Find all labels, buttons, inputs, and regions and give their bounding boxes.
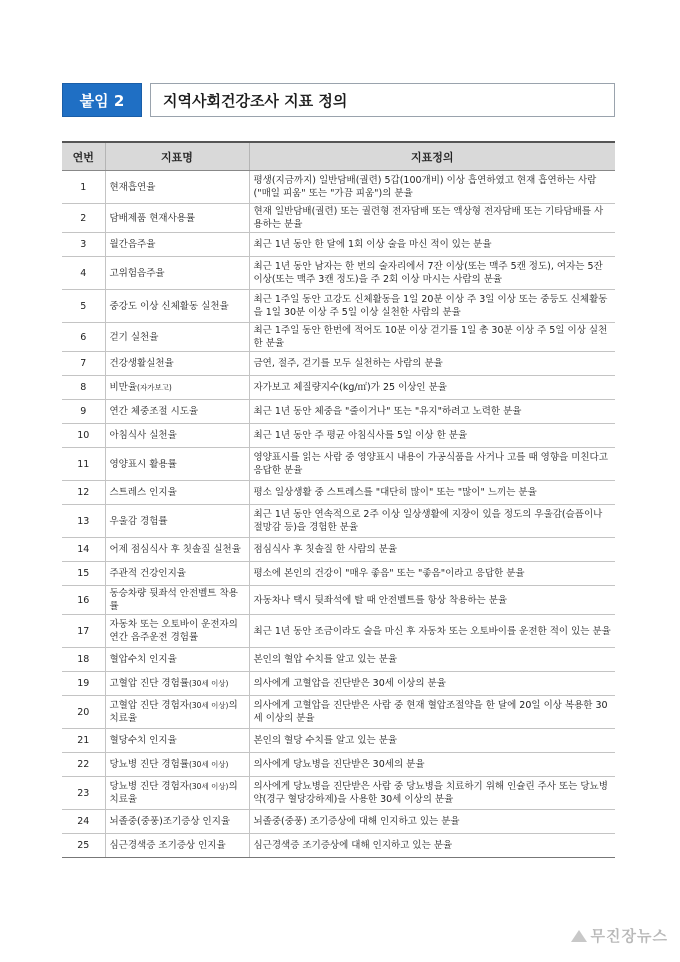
table-row (62, 696, 615, 729)
indicator-definition: 본인의 혈당 수치를 알고 있는 분율 (249, 729, 615, 753)
row-number: 9 (62, 400, 105, 424)
indicator-name-cell (105, 204, 249, 233)
column-header-indicator: 지표명 (105, 142, 249, 171)
indicator-name-cell (105, 729, 249, 753)
row-number: 22 (62, 753, 105, 777)
table-row (62, 204, 615, 233)
indicator-name: 주관적 건강인지율 (109, 568, 186, 579)
indicator-definition: 최근 1년 동안 체중을 "줄이거나" 또는 "유지"하려고 노력한 분율 (249, 400, 615, 424)
row-number: 18 (62, 648, 105, 672)
indicator-definition: 최근 1년 동안 연속적으로 2주 이상 일상생활에 지장이 있을 정도의 우울감(슬픔이나 절망감 등)을 경험한 분율 (249, 505, 615, 538)
indicator-name: 혈당수치 인지율 (109, 735, 177, 746)
row-number: 11 (62, 448, 105, 481)
indicator-note: (자가보고) (137, 383, 172, 392)
indicator-name-cell (105, 448, 249, 481)
indicator-name-cell (105, 834, 249, 858)
indicator-name-cell (105, 424, 249, 448)
row-number: 17 (62, 615, 105, 648)
indicator-name-cell (105, 562, 249, 586)
table-row (62, 257, 615, 290)
indicator-definition: 평소 일상생활 중 스트레스를 "대단히 많이" 또는 "많이" 느끼는 분율 (249, 481, 615, 505)
indicator-definition: 최근 1주일 동안 한번에 적어도 10분 이상 걷기를 1일 총 30분 이상 주 5일 이상 실천한 분율 (249, 323, 615, 352)
indicator-name: 자동차 또는 오토바이 운전자의 연간 음주운전 경험률 (109, 619, 238, 643)
table-row (62, 233, 615, 257)
indicator-definition: 영양표시를 읽는 사람 중 영양표시 내용이 가공식품을 사거나 고를 때 영향을 미친다고 응답한 분율 (249, 448, 615, 481)
table-row (62, 834, 615, 858)
indicator-name: 어제 점심식사 후 칫솔질 실천율 (109, 544, 241, 555)
table-row (62, 481, 615, 505)
indicator-name: 뇌졸중(중풍)조기증상 인지율 (109, 816, 231, 827)
indicator-name: 우울감 경험률 (109, 515, 168, 527)
indicator-name-cell (105, 481, 249, 505)
column-header-number: 연번 (62, 142, 105, 171)
indicator-definition: 의사에게 고혈압을 진단받은 30세 이상의 분율 (249, 672, 615, 696)
indicator-definition: 의사에게 당뇨병을 진단받은 30세의 분율 (249, 753, 615, 777)
appendix-badge: 붙임 2 (62, 83, 142, 117)
indicator-name-cell (105, 505, 249, 538)
indicator-name-cell (105, 400, 249, 424)
indicator-name: 영양표시 활용률 (109, 458, 177, 470)
indicator-name: 고혈압 진단 경험자 (109, 700, 189, 711)
row-number: 1 (62, 171, 105, 204)
row-number: 23 (62, 777, 105, 810)
table-row (62, 810, 615, 834)
indicator-name: 중강도 이상 신체활동 실천율 (109, 300, 229, 312)
row-number: 10 (62, 424, 105, 448)
row-number: 24 (62, 810, 105, 834)
table-row (62, 400, 615, 424)
row-number: 4 (62, 257, 105, 290)
indicator-name: 동승차량 뒷좌석 안전벨트 착용률 (109, 588, 238, 612)
column-header-definition: 지표정의 (249, 142, 615, 171)
indicator-definition: 최근 1주일 동안 고강도 신체활동을 1일 20분 이상 주 3일 이상 또는 중등도 신체활동을 1일 30분 이상 주 5일 이상 실천한 사람의 분율 (249, 290, 615, 323)
watermark (571, 925, 668, 946)
section-header (62, 83, 615, 117)
row-number: 21 (62, 729, 105, 753)
table-row (62, 376, 615, 400)
indicator-name: 월간음주율 (109, 239, 156, 250)
table-row (62, 586, 615, 615)
indicator-definition: 자동차나 택시 뒷좌석에 탈 때 안전벨트를 항상 착용하는 분율 (249, 586, 615, 615)
indicator-name: 건강생활실천율 (109, 358, 174, 369)
indicator-name: 담배제품 현재사용률 (109, 212, 196, 224)
mountain-logo-icon (571, 930, 587, 942)
table-row (62, 672, 615, 696)
indicator-name-cell (105, 171, 249, 204)
indicator-definition: 자가보고 체질량지수(kg/㎡)가 25 이상인 분율 (249, 376, 615, 400)
indicator-name-cell (105, 290, 249, 323)
row-number: 6 (62, 323, 105, 352)
table-row (62, 538, 615, 562)
indicator-definition: 최근 1년 동안 한 달에 1회 이상 술을 마신 적이 있는 분율 (249, 233, 615, 257)
table-row (62, 448, 615, 481)
indicator-definition: 금연, 절주, 걷기를 모두 실천하는 사람의 분율 (249, 352, 615, 376)
table-row (62, 753, 615, 777)
row-number: 3 (62, 233, 105, 257)
row-number: 25 (62, 834, 105, 858)
indicator-name: 현재흡연율 (109, 181, 156, 193)
indicator-name-cell (105, 777, 249, 810)
indicator-definition: 뇌졸중(중풍) 조기증상에 대해 인지하고 있는 분율 (249, 810, 615, 834)
indicator-name: 당뇨병 진단 경험률 (109, 759, 189, 770)
table-row (62, 648, 615, 672)
indicator-name: 당뇨병 진단 경험자 (109, 781, 189, 792)
indicator-definition: 본인의 혈압 수치를 알고 있는 분율 (249, 648, 615, 672)
indicator-name-cell (105, 352, 249, 376)
row-number: 13 (62, 505, 105, 538)
table-row (62, 290, 615, 323)
indicator-definition: 평소에 본인의 건강이 "매우 좋음" 또는 "좋음"이라고 응답한 분율 (249, 562, 615, 586)
indicator-name: 연간 체중조절 시도율 (109, 406, 199, 417)
table-row (62, 562, 615, 586)
indicator-definition: 의사에게 당뇨병을 진단받은 사람 중 당뇨병을 치료하기 위해 인슐린 주사 또는 당뇨병약(경구 혈당강하제)을 사용한 30세 이상의 분율 (249, 777, 615, 810)
indicator-name: 고혈압 진단 경험률 (109, 678, 189, 689)
indicator-name: 심근경색증 조기증상 인지율 (109, 840, 226, 851)
indicator-definition: 심근경색증 조기증상에 대해 인지하고 있는 분율 (249, 834, 615, 858)
indicator-note: (30세 이상) (188, 679, 229, 688)
row-number: 19 (62, 672, 105, 696)
row-number: 7 (62, 352, 105, 376)
indicator-name-cell (105, 586, 249, 615)
table-row (62, 505, 615, 538)
indicator-name: 걷기 실천율 (109, 331, 159, 343)
row-number: 20 (62, 696, 105, 729)
indicator-definition: 최근 1년 동안 조금이라도 술을 마신 후 자동차 또는 오토바이를 운전한 적이 있는 분율 (249, 615, 615, 648)
table-row (62, 729, 615, 753)
indicator-name: 스트레스 인지율 (109, 487, 177, 498)
indicator-name-cell (105, 376, 249, 400)
indicator-name: 비만율 (109, 382, 138, 393)
row-number: 12 (62, 481, 105, 505)
indicator-name-cell (105, 257, 249, 290)
table-row (62, 352, 615, 376)
indicator-definition: 평생(지금까지) 일반담배(궐련) 5갑(100개비) 이상 흡연하였고 현재 흡연하는 사람("매일 피움" 또는 "가끔 피움")의 분율 (249, 171, 615, 204)
indicator-note: (30세 이상) (188, 782, 229, 791)
indicator-name-cell (105, 696, 249, 729)
indicator-name-cell (105, 233, 249, 257)
indicator-name-cell (105, 648, 249, 672)
row-number: 15 (62, 562, 105, 586)
indicator-name: 혈압수치 인지율 (109, 654, 177, 665)
indicator-name-cell (105, 672, 249, 696)
table-row (62, 615, 615, 648)
row-number: 8 (62, 376, 105, 400)
indicator-name-cell (105, 323, 249, 352)
indicator-name-cell (105, 615, 249, 648)
row-number: 5 (62, 290, 105, 323)
indicator-name-cell (105, 753, 249, 777)
indicator-note: (30세 이상) (188, 760, 229, 769)
indicator-name-suffix: 의 치료율 (109, 781, 238, 805)
page-title: 지역사회건강조사 지표 정의 (150, 83, 615, 117)
table-row (62, 171, 615, 204)
indicator-name-suffix: 의 치료율 (109, 700, 238, 724)
indicator-name-cell (105, 538, 249, 562)
watermark-text: 무진장뉴스 (590, 927, 668, 945)
table-row (62, 424, 615, 448)
row-number: 16 (62, 586, 105, 615)
indicator-table (62, 141, 615, 858)
indicator-name: 고위험음주율 (109, 267, 165, 279)
table-row (62, 323, 615, 352)
indicator-name: 아침식사 실천율 (109, 430, 177, 441)
table-header-row (62, 142, 615, 171)
indicator-definition: 현재 일반담배(궐련) 또는 궐련형 전자담배 또는 액상형 전자담배 또는 기타담배를 사용하는 분율 (249, 204, 615, 233)
row-number: 14 (62, 538, 105, 562)
indicator-definition: 최근 1년 동안 남자는 한 번의 술자리에서 7잔 이상(또는 맥주 5캔 정도), 여자는 5잔 이상(또는 맥주 3캔 정도)을 주 2회 이상 마시는 사람의 분율 (249, 257, 615, 290)
row-number: 2 (62, 204, 105, 233)
indicator-definition: 점심식사 후 칫솔질 한 사람의 분율 (249, 538, 615, 562)
indicator-definition: 의사에게 고혈압을 진단받은 사람 중 현재 혈압조절약을 한 달에 20일 이상 복용한 30세 이상의 분율 (249, 696, 615, 729)
indicator-note: (30세 이상) (188, 701, 229, 710)
indicator-name-cell (105, 810, 249, 834)
table-row (62, 777, 615, 810)
indicator-definition: 최근 1년 동안 주 평균 아침식사를 5일 이상 한 분율 (249, 424, 615, 448)
